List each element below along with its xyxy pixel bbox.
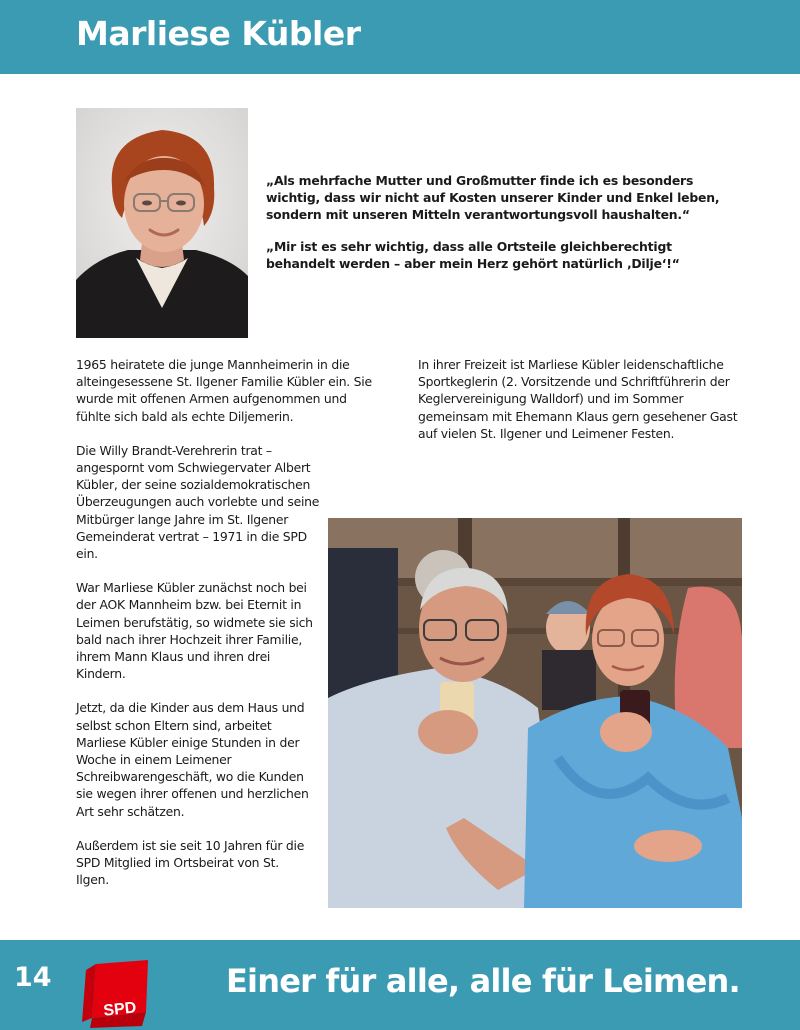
quote-2: „Mir ist es sehr wichtig, dass alle Ortsteile gleichberechtigt behandelt werden – aber mein Herz gehört natürlich ‚Dilje‘!“ [266,239,680,271]
paragraph-spd-entry: Die Willy Brandt-Verehrerin trat – angespornt vom Schwiegervater Albert Kübler, der seine sozialdemokratischen Überzeugungen auch vorlebte und seine Mitbürger lange Jahre im St. Ilgener Gemeinderat vertrat – 1971 in die SPD ein. [76,442,320,562]
couple-photo [328,518,742,908]
page-number: 14 [14,962,52,993]
slogan: Einer für alle, alle für Leimen. [226,962,740,1000]
spd-logo [82,960,150,1028]
paragraph-ortsbeirat: Außerdem ist sie seit 10 Jahren für die SPD Mitglied im Ortsbeirat von St. Ilgen. [76,837,305,888]
paragraph-current-work: Jetzt, da die Kinder aus dem Haus und selbst schon Eltern sind, arbeitet Marliese Kübler einige Stunden in der Woche in einem Leimener Schreibwarengeschäft, wo die Kunden sie wegen ihrer offenen und herzlichen Art sehr schätzen. [76,700,309,819]
right-column [418,356,738,442]
paragraph-marriage: 1965 heiratete die junge Mannheimerin in die alteingesessene St. Ilgener Familie Kübler ein. Sie wurde mit offenen Armen aufgenommen und fühlte sich bald als echte Diljemerin. [76,357,372,424]
portrait-photo [76,108,248,338]
quote-block [266,172,736,272]
couple-illustration [328,518,742,908]
portrait-illustration [76,108,248,338]
quote-1: „Als mehrfache Mutter und Großmutter finde ich es besonders wichtig, dass wir nicht auf Kosten unserer Kinder und Enkel leben, sondern mit unseren Mitteln verantwortungsvoll haushalten.“ [266,173,720,222]
paragraph-leisure: In ihrer Freizeit ist Marliese Kübler leidenschaftliche Sportkeglerin (2. Vorsitzende und Schriftführerin der Keglervereinigung Walldorf) und im Sommer gemeinsam mit Ehemann Klaus gern gesehener Gast auf vielen St. Ilgener und Leimener Festen. [418,357,738,441]
page-title: Marliese Kübler [76,14,361,53]
paragraph-career: War Marliese Kübler zunächst noch bei der AOK Mannheim bzw. bei Eternit in Leimen berufstätig, so widmete sie sich bald nach ihrer Hochzeit ihrer Familie, ihrem Mann Klaus und ihren drei Kindern. [76,580,313,682]
spd-logo-text: SPD [102,999,138,1020]
